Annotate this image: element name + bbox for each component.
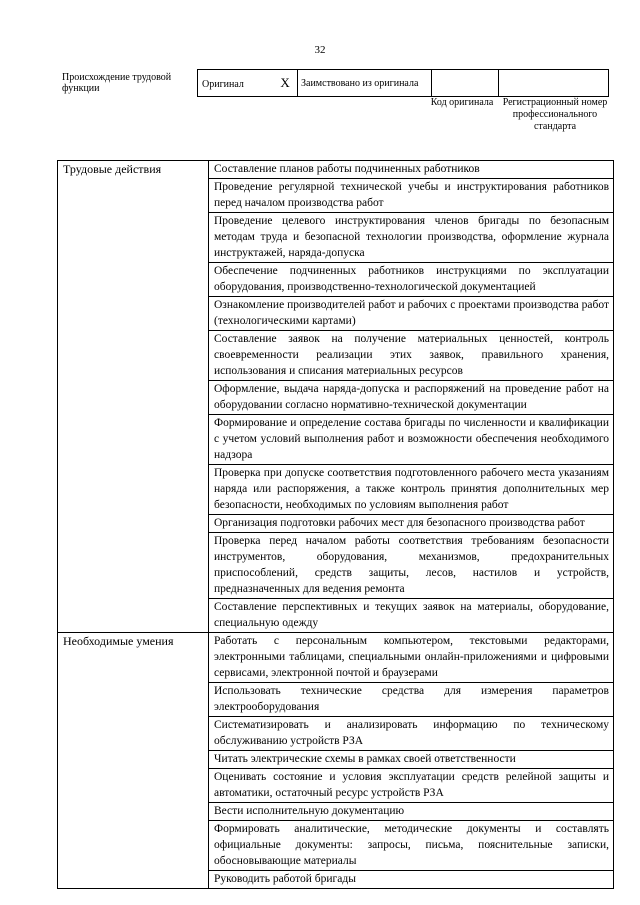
page-number: 32 bbox=[314, 44, 326, 56]
list-item: Составление перспективных и текущих заявок на материалы, оборудование, специальную одежду bbox=[214, 601, 609, 629]
list-item: Формировать аналитические, методические документы и составлять официальные документы: запросы, письма, пояснительные записки, обосновывающие материалы bbox=[209, 821, 613, 871]
list-item: Составление планов работы подчиненных работников bbox=[209, 161, 613, 179]
list-item: Обеспечение подчиненных работников инструкциями по эксплуатации оборудования, производственно-технологической документацией bbox=[209, 263, 613, 297]
code-cell bbox=[432, 70, 499, 97]
list-item: Проведение регулярной технической учебы и инструктирования работников перед началом производства работ bbox=[209, 179, 613, 213]
list-item: Работать с персональным компьютером, текстовыми редакторами, электронными таблицами, специальными онлайн-приложениями и цифровыми сервисами, электронной почтой и браузерами bbox=[209, 633, 613, 683]
section-row-required-skills bbox=[58, 633, 614, 889]
reg-number-label: Регистрационный номер профессионального стандарта bbox=[502, 97, 608, 132]
list-item: Ознакомление производителей работ и рабочих с проектами производства работ (технологическими картами) bbox=[209, 297, 613, 331]
list-item: Оформление, выдача наряда-допуска и распоряжений на проведение работ на оборудовании согласно нормативно-технической документации bbox=[209, 381, 613, 415]
list-item: Проведение целевого инструктирования членов бригады по безопасным методам труда и безопасной технологии производства, оформление журнала инструктажей, наряда-допуска bbox=[209, 213, 613, 263]
original-label: Оригинал bbox=[202, 79, 244, 90]
original-mark: X bbox=[280, 75, 290, 90]
reg-number-cell bbox=[499, 70, 609, 97]
section-items bbox=[209, 161, 614, 633]
list-item: Использовать технические средства для измерения параметров электрооборудования bbox=[209, 683, 613, 717]
origin-label: Происхождение трудовой функции bbox=[62, 72, 172, 94]
list-item: Систематизировать и анализировать информацию по техническому обслуживанию устройств РЗА bbox=[209, 717, 613, 751]
section-label: Необходимые умения bbox=[58, 633, 209, 889]
section-row-labor-actions bbox=[58, 161, 614, 633]
list-item: Составление заявок на получение материальных ценностей, контроль своевременности реализации этих заявок, правильного хранения, использования и списания материальных ресурсов bbox=[209, 331, 613, 381]
list-item: Оценивать состояние и условия эксплуатации средств релейной защиты и автоматики, остаточный ресурс устройств РЗА bbox=[209, 769, 613, 803]
list-item: Проверка перед началом работы соответствия требованиям безопасности инструментов, оборудования, механизмов, предохранительных приспособлений, средств защиты, лесов, настилов и устройств, предназначенных для ведения ремонта bbox=[209, 533, 613, 599]
list-item: Вести исполнительную документацию bbox=[209, 803, 613, 821]
list-item: Руководить работой бригады bbox=[214, 873, 356, 885]
list-item: Организация подготовки рабочих мест для безопасного производства работ bbox=[209, 515, 613, 533]
list-item: Читать электрические схемы в рамках своей ответственности bbox=[209, 751, 613, 769]
original-cell bbox=[198, 70, 298, 97]
list-item: Проверка при допуске соответствия подготовленного рабочего места указаниям наряда или распоряжения, а также контроль принятия дополнительных мер безопасности, необходимых по условиям выполнения работ bbox=[209, 465, 613, 515]
code-original-label: Код оригинала bbox=[430, 97, 494, 108]
section-items bbox=[209, 633, 614, 889]
section-label: Трудовые действия bbox=[58, 161, 209, 633]
list-item: Формирование и определение состава бригады по численности и квалификации с учетом условий выполнения работ и возможности обеспечения необходимого надзора bbox=[209, 415, 613, 465]
labor-function-table bbox=[57, 160, 614, 889]
borrowed-cell: Заимствовано из оригинала bbox=[298, 70, 432, 97]
origin-table bbox=[197, 69, 609, 97]
